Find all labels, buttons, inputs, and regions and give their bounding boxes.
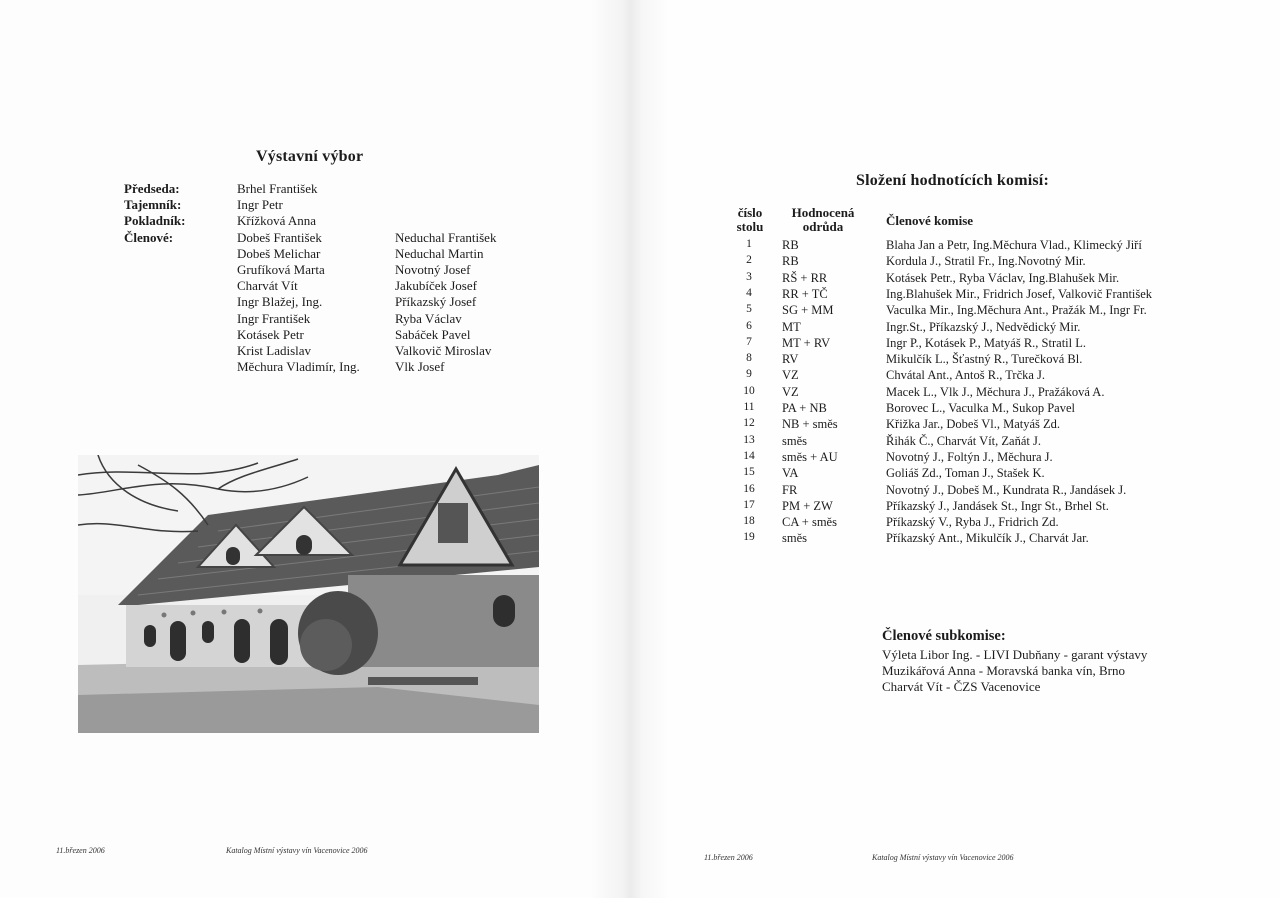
variety: PA + NB — [782, 401, 827, 415]
committee-member: Ingr Blažej, Ing. — [237, 294, 323, 310]
table-number: 19 — [743, 531, 755, 544]
subcommittee-member: Výleta Libor Ing. - LIVI Dubňany - garant výstavy — [882, 647, 1148, 662]
committee-member: Ingr Petr — [237, 197, 283, 213]
table-number: 12 — [743, 417, 755, 430]
subcommittee-member: Charvát Vít - ČZS Vacenovice — [882, 679, 1041, 694]
table-number: 1 — [746, 238, 752, 250]
table-number: 3 — [746, 270, 752, 283]
committee-member: Brhel František — [237, 181, 318, 196]
committee-member: Kotásek Petr — [237, 326, 304, 342]
members: Kordula J., Stratil Fr., Ing.Novotný Mir. — [886, 254, 1086, 269]
variety: VZ — [782, 368, 799, 383]
members: Borovec L., Vaculka M., Sukop Pavel — [886, 401, 1075, 415]
variety: MT — [782, 319, 801, 334]
table-number: 5 — [746, 303, 752, 316]
variety: RV — [782, 352, 799, 367]
committee-role: Předseda: — [124, 181, 180, 196]
variety: VA — [782, 466, 799, 481]
variety: PM + ZW — [782, 498, 833, 513]
table-number: 16 — [743, 482, 755, 495]
left-footer-date: 11.březen 2006 — [56, 846, 105, 855]
committee-member: Vlk Josef — [395, 359, 445, 375]
members: Macek L., Vlk J., Měchura J., Pražáková A. — [886, 384, 1105, 399]
committee-member: Neduchal František — [395, 229, 497, 245]
table-number: 17 — [743, 498, 755, 511]
members: Mikulčík L., Šťastný R., Turečková Bl. — [886, 352, 1083, 367]
subcommittee-title: Členové subkomise: — [882, 628, 1006, 644]
committee-member: Dobeš František — [237, 229, 322, 245]
subcommittee-member: Muzikářová Anna - Moravská banka vín, Brno — [882, 663, 1125, 678]
table-number-header — [730, 206, 770, 234]
committee-member: Příkazský Josef — [395, 294, 477, 310]
members: Novotný J., Foltýn J., Měchura J. — [886, 449, 1053, 464]
exhibition-committee-title: Výstavní výbor — [256, 148, 364, 165]
members: Novotný J., Dobeš M., Kundrata R., Jandásek J. — [886, 482, 1127, 497]
members: Vaculka Mir., Ing.Měchura Ant., Pražák M., Ingr Fr. — [886, 303, 1147, 318]
committee-member: Krist Ladislav — [237, 342, 312, 358]
variety: SG + MM — [782, 303, 834, 318]
members: Ingr P., Kotásek P., Matyáš R., Stratil L. — [886, 335, 1086, 350]
members: Křižka Jar., Dobeš Vl., Matyáš Zd. — [886, 417, 1061, 432]
variety: MT + RV — [782, 335, 831, 350]
variety: CA + směs — [782, 515, 837, 530]
variety: FR — [782, 482, 798, 497]
variety-header-line1: Hodnocená — [791, 205, 855, 220]
members: Blaha Jan a Petr, Ing.Měchura Vlad., Klimecký Jiří — [886, 238, 1142, 252]
committee-member: Dobeš Melichar — [237, 245, 321, 261]
left-footer-catalog: Katalog Místní výstavy vín Vacenovice 2006 — [226, 846, 368, 855]
committee-member: Křížková Anna — [237, 213, 317, 229]
variety-header — [780, 206, 866, 234]
variety: směs — [782, 531, 807, 546]
variety: NB + směs — [782, 417, 838, 432]
members: Ing.Blahušek Mir., Fridrich Josef, Valkovič František — [886, 286, 1153, 301]
right-footer-catalog: Katalog Místní výstavy vín Vacenovice 2006 — [872, 853, 1014, 862]
committee-member: Novotný Josef — [395, 261, 471, 277]
members: Goliáš Zd., Toman J., Stašek K. — [886, 466, 1045, 481]
committee-member: Měchura Vladimír, Ing. — [237, 359, 360, 375]
members: Příkazský J., Jandásek St., Ingr St., Brhel St. — [886, 498, 1109, 513]
variety-header-line2: odrůda — [802, 219, 844, 234]
table-number-header-line1: číslo — [737, 205, 763, 220]
winery-building-illustration — [78, 455, 539, 733]
table-number-header-line2: stolu — [736, 219, 764, 234]
table-number: 4 — [746, 286, 752, 299]
table-number: 2 — [746, 254, 752, 267]
members: Chvátal Ant., Antoš R., Trčka J. — [886, 368, 1046, 383]
members: Řihák Č., Charvát Vít, Zaňát J. — [886, 433, 1041, 448]
committee-member: Ryba Václav — [395, 310, 462, 326]
subcommittee — [882, 628, 1147, 695]
table-number: 18 — [743, 515, 755, 528]
table-number: 11 — [743, 401, 755, 413]
table-number: 6 — [746, 319, 752, 332]
table-number: 14 — [743, 449, 755, 462]
variety: RŠ + RR — [782, 270, 828, 285]
committee-member: Valkovič Miroslav — [395, 342, 492, 358]
members: Ingr.St., Příkazský J., Nedvědický Mir. — [886, 319, 1081, 334]
variety: RB — [782, 238, 799, 252]
winery-building-photo — [78, 455, 539, 733]
committee-role: Tajemník: — [124, 197, 182, 213]
variety: RB — [782, 254, 799, 269]
members-header: Členové komise — [886, 213, 974, 228]
committee-role: Členové: — [124, 229, 174, 245]
variety: směs + AU — [782, 449, 838, 464]
committee-member: Ingr František — [237, 310, 311, 326]
table-number: 13 — [743, 433, 755, 446]
variety: RR + TČ — [782, 286, 828, 301]
right-page — [640, 0, 1280, 898]
variety: VZ — [782, 384, 799, 399]
committee-member: Charvát Vít — [237, 278, 298, 294]
table-number: 7 — [746, 335, 752, 348]
table-number: 8 — [746, 352, 752, 365]
variety: směs — [782, 433, 807, 448]
table-number: 9 — [746, 368, 752, 381]
committee-member: Sabáček Pavel — [395, 326, 471, 342]
members: Příkazský Ant., Mikulčík J., Charvát Jar. — [886, 531, 1089, 546]
table-number: 15 — [743, 466, 755, 479]
committee-member: Neduchal Martin — [395, 245, 484, 261]
committee-member: Jakubíček Josef — [395, 278, 477, 294]
table-number: 10 — [743, 384, 755, 397]
members: Kotásek Petr., Ryba Václav, Ing.Blahušek Mir. — [886, 270, 1120, 285]
members: Příkazský V., Ryba J., Fridrich Zd. — [886, 515, 1059, 530]
committee-role: Pokladník: — [124, 213, 186, 229]
committee-member: Grufíková Marta — [237, 261, 325, 277]
commissions-title: Složení hodnotících komisí: — [856, 172, 1049, 189]
right-footer-date: 11.březen 2006 — [704, 853, 753, 862]
